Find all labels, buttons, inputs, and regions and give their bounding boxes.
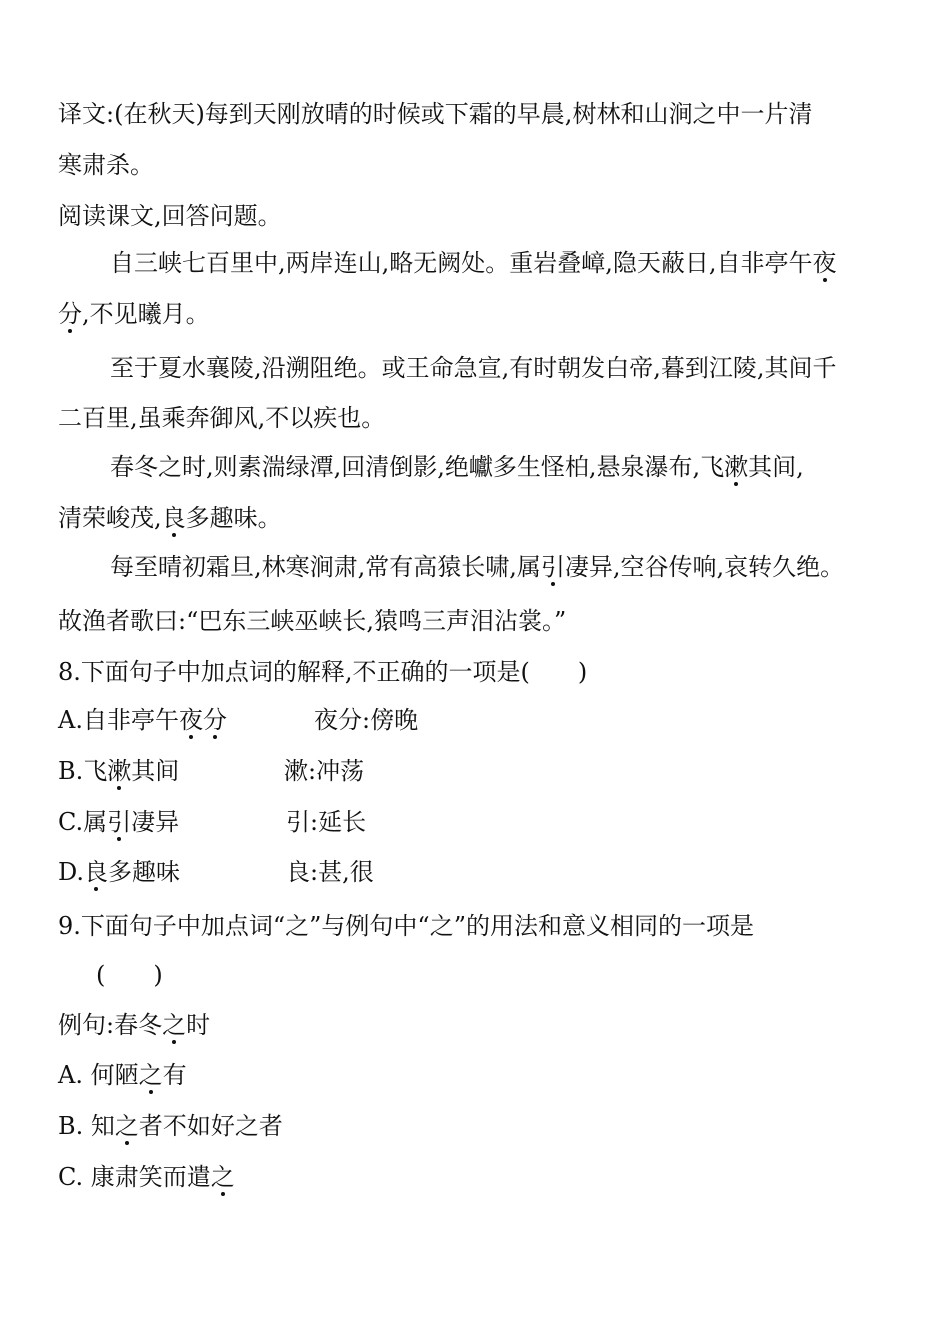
text: 春冬之时,则素湍绿潭,回清倒影,绝巘多生怪柏,悬泉瀑布,飞 [110, 453, 725, 481]
translation-line-2: 寒肃杀。 [58, 151, 154, 179]
dotted-char: 夜 [178, 706, 203, 734]
dotted-char: 漱 [724, 453, 749, 481]
text: 每至晴初霜旦,林寒涧肃,常有高猿长啸,属 [110, 553, 541, 581]
passage-p4-line2: 故渔者歌曰:“巴东三峡巫峡长,猿鸣三声泪沾裳。” [58, 607, 567, 635]
text: 者不如好之者 [138, 1112, 283, 1140]
dotted-char: 良 [84, 858, 109, 886]
text: 凄异 [131, 808, 180, 836]
dotted-char: 漱 [107, 757, 132, 785]
dotted-char: 之 [162, 1011, 187, 1039]
q8-option-d-explanation: 良:甚,很 [286, 858, 374, 886]
text: ,不见曦月。 [82, 300, 210, 328]
text: 清荣峻茂, [58, 504, 162, 532]
dotted-char: 之 [210, 1163, 235, 1191]
q9-option-c [58, 1160, 235, 1194]
text: 其间 [131, 757, 180, 785]
q8-option-d [58, 855, 180, 889]
passage-p1-line2 [58, 297, 210, 331]
text: B. 知 [58, 1112, 115, 1140]
dotted-char: 引 [107, 808, 132, 836]
text: A.自非亭午 [58, 706, 179, 734]
text: 时 [186, 1011, 211, 1039]
dotted-char: 之 [138, 1061, 163, 1089]
text: A. 何陋 [58, 1061, 139, 1089]
q8-option-c [58, 805, 179, 839]
dotted-char: 分 [58, 300, 82, 328]
q9-stem: 9.下面句子中加点词“之”与例句中“之”的用法和意义相同的一项是 [58, 912, 754, 940]
text: 有 [162, 1061, 187, 1089]
instruction: 阅读课文,回答问题。 [58, 202, 282, 230]
q8-option-c-explanation: 引:延长 [286, 808, 367, 836]
dotted-char: 良 [161, 504, 186, 532]
q8-option-b [58, 754, 179, 788]
text: C.属 [58, 808, 108, 836]
dotted-char: 夜 [812, 249, 837, 277]
passage-p3-line1 [110, 450, 804, 484]
text: D. [58, 858, 85, 886]
q8-option-a-explanation: 夜分:傍晚 [314, 706, 419, 734]
dotted-char: 分 [202, 706, 227, 734]
q9-option-b [58, 1109, 283, 1143]
passage-p2-line2: 二百里,虽乘奔御风,不以疾也。 [58, 404, 386, 432]
text: 多趣味 [108, 858, 181, 886]
text: 其间, [748, 453, 804, 481]
q9-option-a [58, 1058, 187, 1092]
text: 凄异,空谷传响,哀转久绝。 [564, 553, 845, 581]
dotted-char: 之 [114, 1112, 139, 1140]
q9-example [58, 1008, 210, 1042]
text: B.飞 [58, 757, 108, 785]
passage-p3-line2 [58, 501, 282, 535]
dotted-char: 引 [540, 553, 565, 581]
text: 自三峡七百里中,两岸连山,略无阙处。重岩叠嶂,隐天蔽日,自非亭午 [110, 249, 813, 277]
q9-answer-paren: ( ) [96, 961, 163, 989]
text: C. 康肃笑而遣 [58, 1163, 211, 1191]
q8-stem: 8.下面句子中加点词的解释,不正确的一项是( ) [58, 658, 588, 686]
text: 例句:春冬 [58, 1011, 163, 1039]
passage-p1-line1 [110, 246, 837, 280]
translation-line-1: 译文:(在秋天)每到天刚放晴的时候或下霜的早晨,树林和山涧之中一片清 [58, 100, 813, 128]
text: 多趣味。 [185, 504, 282, 532]
passage-p4-line1 [110, 550, 844, 584]
q8-option-a [58, 703, 227, 737]
passage-p2-line1: 至于夏水襄陵,沿溯阻绝。或王命急宣,有时朝发白帝,暮到江陵,其间千 [110, 354, 837, 382]
q8-option-b-explanation: 漱:冲荡 [284, 757, 365, 785]
